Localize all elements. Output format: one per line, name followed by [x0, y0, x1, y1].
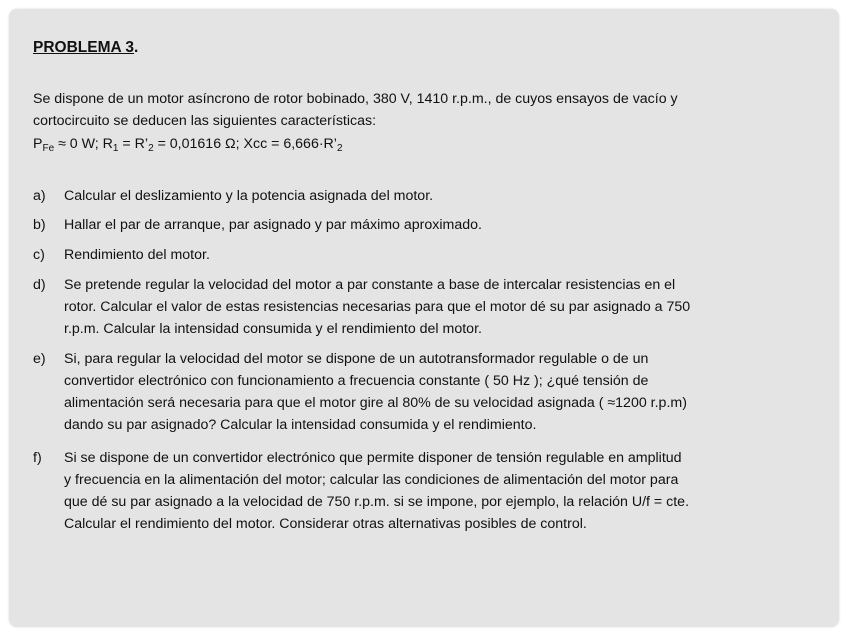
list-item-label: b) [33, 217, 46, 233]
list-item-text: y frecuencia en la alimentación del motor; calcular las condiciones de alimentación del motor para [64, 472, 679, 488]
list-item-text: Hallar el par de arranque, par asignado y par máximo aproximado. [64, 217, 482, 233]
list-item-label: d) [33, 277, 46, 293]
list-item-text: dando su par asignado? Calcular la intensidad consumida y el rendimiento. [64, 417, 537, 433]
list-item-text: convertidor electrónico con funcionamiento a frecuencia constante ( 50 Hz ); ¿qué tensión de [64, 373, 649, 389]
intro-line-2: cortocircuito se deducen las siguientes características: [33, 113, 377, 129]
list-item-text: Calcular el rendimiento del motor. Considerar otras alternativas posibles de control. [64, 516, 587, 532]
list-item-text: Si se dispone de un convertidor electrónico que permite disponer de tensión regulable en amplitud [64, 450, 682, 466]
list-item-label: a) [33, 188, 46, 204]
list-item-text: alimentación será necesaria para que el motor gire al 80% de su velocidad asignada ( ≈1200 r.p.m) [64, 395, 687, 411]
list-item-text: r.p.m. Calcular la intensidad consumida y el rendimiento del motor. [64, 321, 482, 337]
list-item-text: rotor. Calcular el valor de estas resistencias necesarias para que el motor dé su par asignado a 750 [64, 299, 691, 315]
intro-formula: $P_{Fe} \approx 0$ W; $R_1$ = $R’_2 = 0,01616$ Ω; Xcc = $6,666\cdot R’_2$ [33, 136, 343, 154]
intro-line-1: Se dispone de un motor asíncrono de rotor bobinado, 380 V, 1410 r.p.m., de cuyos ensayos de vacío y [33, 91, 678, 107]
list-item-text: Rendimiento del motor. [64, 247, 210, 263]
list-item-text: que dé su par asignado a la velocidad de 750 r.p.m. si se impone, por ejemplo, la relación U/f = cte. [64, 494, 690, 510]
list-item-label: f) [33, 450, 42, 466]
list-item-label: c) [33, 247, 45, 263]
list-item-label: e) [33, 351, 46, 367]
problem-title: PROBLEMA 3. [33, 39, 139, 56]
list-item-text: Se pretende regular la velocidad del motor a par constante a base de intercalar resistencias en el [64, 277, 676, 293]
list-item-text: Si, para regular la velocidad del motor se dispone de un autotransformador regulable o de un [64, 351, 649, 367]
list-item-text: Calcular el deslizamiento y la potencia asignada del motor. [64, 188, 434, 204]
